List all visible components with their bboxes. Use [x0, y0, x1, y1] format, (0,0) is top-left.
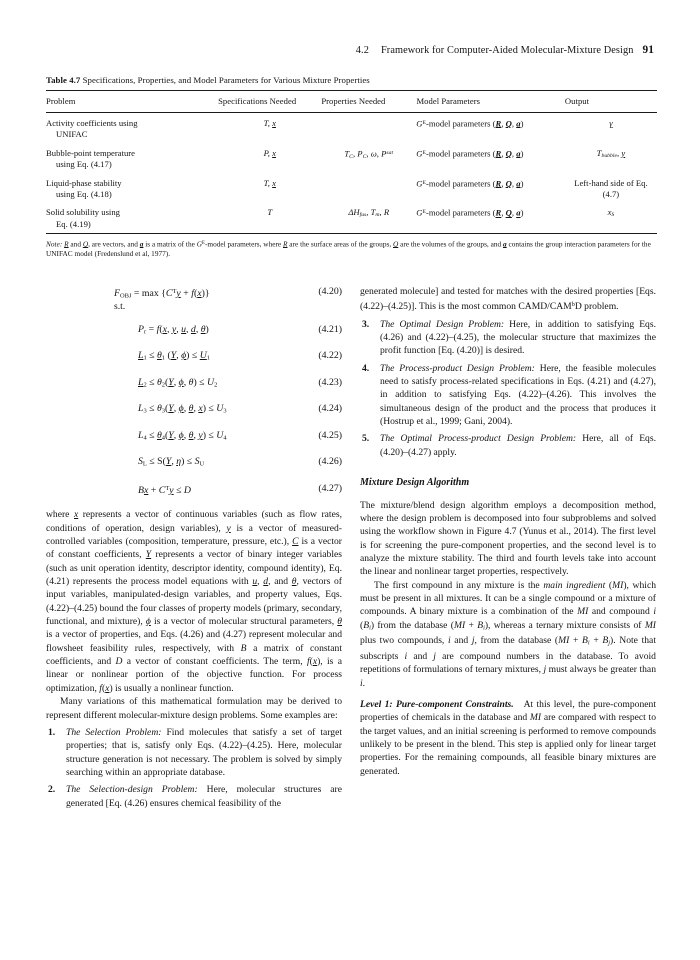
equation-4-21: [46, 323, 342, 337]
continued-item-2-text: generated molecule] and tested for matches with the desired properties [Eqs. (4.22)–(4.25)]. This is the most common CAMD/CAM$^b$D problem.: [360, 286, 656, 313]
equation-4-26-body: $S_L \le S(Y$, $\eta) \le S_U$: [138, 456, 205, 468]
list-item: [360, 432, 656, 459]
list-item-number: 3.: [362, 318, 370, 330]
list-item-text: Find molecules that satisfy a set of target properties; that is, satisfy only Eqs. (4.22)–(4.25). Here, molecular structure generation is not necessary. The problem is solved by simply searching within an appropriate database.: [66, 726, 342, 778]
level-1-text: At this level, the pure-component properties of chemicals in the database and MI are compared with respect to the target values, and an initial screening is performed to remove compounds unlikely to be present in the blend. This step is applied only for linear target properties. For the remaining compounds, all feasible binary mixtures are generated.: [360, 699, 656, 777]
column-header-properties: Properties Needed: [321, 96, 386, 106]
cell-output: γ: [609, 117, 613, 128]
list-item: [360, 318, 656, 358]
equation-4-25-body: $L_4 \le \theta_4(Y$, ϕ, θ, $y) \le U_4$: [138, 429, 227, 442]
equation-4-22-body: $L_1 \le \theta_1$ (Y, $\phi) \le U_1$: [138, 350, 211, 362]
section-heading-mixture-design-algorithm: Mixture Design Algorithm: [360, 477, 470, 489]
column-header-output: Output: [564, 96, 590, 106]
table-4-7: [46, 74, 657, 258]
cell-specifications: T: [267, 207, 273, 218]
equation-block: [46, 285, 342, 495]
list-item: [46, 783, 342, 810]
equation-4-24-number: (4.24): [318, 403, 342, 415]
cell-output: $T_{bubble}$, y: [596, 147, 626, 159]
list-item-number: 1.: [48, 726, 56, 738]
problem-line-1: Solid solubility using: [46, 207, 120, 218]
specifications-table: [46, 91, 657, 112]
equation-4-22: [46, 349, 342, 363]
list-item-text: Here, the feasible molecules need to satisfy process-related specifications in Eqs. (4.21) and (4.27), in addition to satisfying Eqs. (4.22)–(4.26). This involves the simultaneous design of the product and the process that produces it (Hostrup et al., 1999; Gani, 2004).: [380, 362, 656, 428]
table-caption: [46, 74, 657, 86]
examples-list-continued: [360, 318, 656, 459]
equation-st-label: s.t.: [114, 300, 126, 312]
list-item-title: The Optimal Process-product Design Problem:: [380, 433, 577, 445]
main-ingredient-paragraph: The first compound in any mixture is the main ingredient (MI), which must be present in all mixtures. It can be a single compound or a mixture of compounds. A binary mixture is a combination of the MI and compound i $(B_i)$ from the database $(MI + B_i)$, whereas a ternary mixture consists of MI plus two compounds, i and j, from the database $(MI + B_i + B_j)$. Note that subscripts i and j are compound numbers in the database. To avoid repetitions of formulations of ternary mixtures, j must always be greater than i.: [360, 579, 657, 689]
cell-model-parameters: $G^E$-model parameters (R, Q, a): [416, 208, 524, 219]
equation-4-27: [46, 482, 342, 496]
problem-line-2: Eq. (4.19): [56, 218, 91, 229]
list-item-text: Here, molecular structures are generated [Eq. (4.26) ensures chemical feasibility of the: [66, 784, 342, 809]
left-column: [46, 285, 342, 810]
cell-output: Left-hand side of Eq. (4.7): [574, 177, 648, 199]
equation-4-25-number: (4.25): [318, 429, 342, 441]
cell-problem: [46, 143, 218, 173]
problem-line-2: using Eq. (4.17): [56, 158, 112, 169]
cell-model-parameters: $G^E$-model parameters (R, Q, a): [416, 178, 524, 189]
table-row: [46, 143, 657, 173]
list-item-title: The Selection Problem:: [66, 726, 162, 738]
running-head-title: Framework for Computer-Aided Molecular-Mixture Design: [380, 45, 634, 56]
problem-line-1: Bubble-point temperature: [46, 147, 136, 158]
list-item-title: The Process-product Design Problem:: [380, 362, 535, 374]
equation-4-26-number: (4.26): [318, 456, 342, 468]
equation-4-22-number: (4.22): [318, 350, 342, 362]
problem-line-1: Liquid-phase stability: [46, 177, 122, 188]
table-header: [46, 91, 657, 112]
page-number: 91: [642, 44, 654, 56]
cell-properties: $\Delta H_{fus}$, $T_m$, R: [348, 207, 390, 219]
equation-4-25: [46, 429, 342, 443]
list-item: [360, 362, 656, 429]
equation-4-24-body: $L_3 \le \theta_3(Y$, ϕ, θ, $x) \le U_3$: [138, 403, 227, 415]
column-header-model-params: Model Parameters: [416, 96, 481, 106]
equation-4-21-body: $P_r = f(x$, y, u, d, θ): [138, 323, 209, 336]
problem-line-2: using Eq. (4.18): [56, 188, 112, 199]
cell-model-parameters: $G^E$-model parameters (R, Q, a): [416, 148, 524, 159]
table-header-row: [46, 91, 657, 112]
column-header-specifications: Specifications Needed: [218, 96, 297, 106]
equation-4-20: [46, 285, 342, 299]
level-1-paragraph: [360, 698, 656, 778]
running-head-section: 4.2: [355, 45, 369, 56]
examples-list: [46, 726, 342, 810]
equation-4-26: [46, 455, 342, 469]
paragraph-spacer: [360, 690, 656, 698]
table-row: [46, 113, 657, 143]
equation-4-27-body: $Bx + C^Ty \le D$: [138, 484, 191, 496]
cell-specifications: T, x: [263, 117, 276, 128]
equation-4-23-body: $L_2 \le \theta_2(Y$, ϕ, $\theta) \le U_2$: [138, 376, 218, 389]
table-caption-label: Table 4.7: [46, 75, 81, 85]
list-item-number: 4.: [362, 362, 370, 374]
equation-4-20-body: $F_{OBJ} = \max \{C^Ty + f(x)\}$: [114, 288, 210, 300]
variations-paragraph: Many variations of this mathematical formulation may be derived to represent different molecular-mixture design problems. Some examples are:: [46, 696, 342, 721]
right-column: [360, 285, 656, 778]
problem-line-1: Activity coefficients using: [46, 117, 138, 128]
list-item-number: 5.: [362, 433, 370, 445]
table-row: [46, 203, 657, 233]
list-item-title: The Optimal Design Problem:: [380, 318, 505, 330]
cell-output: $x_S$: [607, 207, 615, 219]
cell-model-parameters: $G^E$-model parameters (R, Q, a): [416, 118, 524, 129]
level-1-runin-heading: Level 1: Pure-component Constraints.: [360, 699, 514, 711]
list-item-text: Here, in addition to satisfying Eqs. (4.26) and (4.22)–(4.25), the molecular structure that maximizes the profit function [Eq. (4.20)] is desired.: [380, 318, 656, 357]
list-item-number: 2.: [48, 784, 56, 796]
cell-specifications: P, x: [263, 147, 276, 158]
cell-properties: $T_C$, $P_C$, ω, $P^{sat}$: [344, 148, 394, 160]
list-item-title: The Selection-design Problem:: [66, 784, 198, 796]
table-caption-text: Specifications, Properties, and Model Parameters for Various Mixture Properties: [82, 75, 370, 85]
cell-problem: [46, 113, 218, 143]
list-item: [46, 726, 342, 779]
cell-problem: [46, 203, 218, 233]
equation-4-23: [46, 376, 342, 390]
cell-specifications: T, x: [263, 177, 276, 188]
equation-4-23-number: (4.23): [318, 376, 342, 388]
specifications-table-body: [46, 113, 657, 233]
problem-line-2: UNIFAC: [56, 128, 88, 139]
cell-problem: [46, 173, 218, 203]
equation-4-27-number: (4.27): [318, 482, 342, 494]
table-note: Note: R and Q, are vectors, and a is a matrix of the $G^E$-model parameters, where R are the surface areas of the groups, Q are the volumes of the groups, and a contains the group interaction parameters for the UNIFAC model (Fredenslund et al, 1977).: [46, 239, 651, 258]
algorithm-paragraph: The mixture/blend design algorithm employs a decomposition method, where the design problem is decomposed into four subproblems and solved using the workflow shown in Figure 4.7 (Yunus et al., 2014). The first level is for screening the pure-component properties, and the second level is to analyze the mixture stability. The third and fourth levels take into account the linear and nonlinear target properties, respectively.: [360, 499, 656, 578]
cell-properties: [321, 113, 416, 143]
running-head: [46, 44, 654, 56]
list-item-text: Here, all of Eqs. (4.20)–(4.27) apply.: [380, 433, 656, 458]
equation-4-20-number: (4.20): [318, 286, 342, 297]
where-paragraph: where x represents a vector of continuous variables (such as flow rates, conditions of operation, design variables), y is a vector of measured-controlled variables (composition, temperature, pressure, etc.), C is a vector of constant coefficients, Y represents a vector of binary integer variables (such as unit operation identity, descriptor identity, compound identity), Eq. (4.21) represents the process model equations with u, d, and θ, vectors of input variables, manipulated-design variables, and property values, Eqs. (4.22)–(4.25) bound the four classes of property models (primary, secondary, functional, and mixture), ϕ is a vector of molecular structural parameters, θ is a vector of properties, and Eqs. (4.26) and (4.27) represent molecular and flowsheet feasibility rules, respectively, with B a matrix of constant coefficients, and D a vector of constant coefficients. The term, f(x), is a linear or nonlinear portion of the objective function. For process optimization, f(x) is usually a nonlinear function.: [46, 509, 343, 694]
cell-properties: [321, 173, 416, 203]
equation-4-24: [46, 402, 342, 416]
equation-4-21-number: (4.21): [318, 323, 342, 335]
column-header-problem: Problem: [46, 96, 76, 106]
table-row: [46, 173, 657, 203]
